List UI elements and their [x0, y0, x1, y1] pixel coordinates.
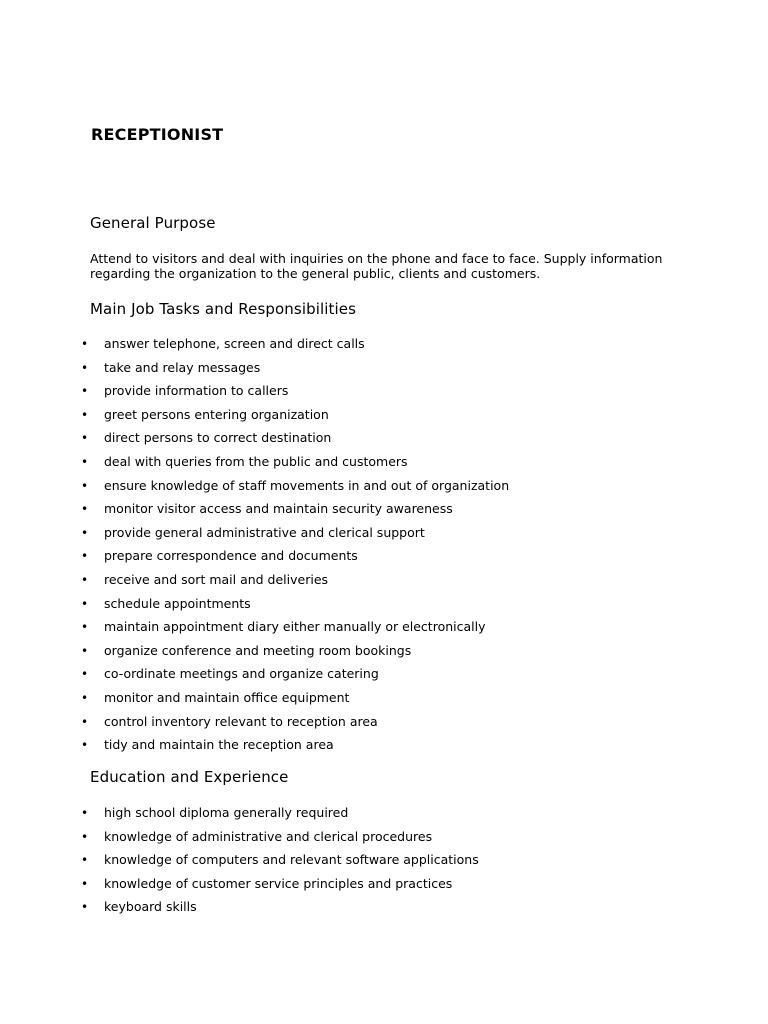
document-title: RECEPTIONIST [91, 125, 224, 144]
bullet-icon: • [81, 690, 89, 705]
bullet-icon: • [81, 596, 89, 611]
bullet-icon: • [81, 525, 89, 540]
list-item-text: receive and sort mail and deliveries [104, 571, 329, 587]
list-item-text: keyboard skills [104, 899, 197, 915]
list-item-text: deal with queries from the public and customers [104, 453, 408, 469]
bullet-icon: • [81, 549, 89, 564]
bullet-icon: • [81, 714, 89, 729]
list-item-text: monitor and maintain office equipment [104, 689, 350, 705]
list-item-text: schedule appointments [104, 595, 251, 611]
list-item-text: provide general administrative and clerical support [104, 524, 425, 540]
bullet-icon: • [81, 572, 89, 587]
bullet-icon: • [81, 431, 89, 446]
bullet-icon: • [81, 407, 89, 422]
education-heading: Education and Experience [90, 768, 289, 786]
list-item-text: monitor visitor access and maintain security awareness [104, 501, 453, 517]
list-item-text: answer telephone, screen and direct calls [104, 336, 365, 351]
general-purpose-text: Attend to visitors and deal with inquiries on the phone and face to face. Supply information regarding the organization to the general public, clients and customers. [90, 251, 663, 281]
bullet-icon: • [81, 502, 89, 517]
bullet-icon: • [81, 478, 89, 493]
list-item-text: take and relay messages [104, 359, 261, 375]
main-tasks-heading: Main Job Tasks and Responsibilities [90, 300, 357, 318]
bullet-icon: • [81, 620, 89, 635]
list-item-text: direct persons to correct destination [104, 430, 332, 446]
bullet-icon: • [81, 384, 89, 399]
bullet-icon: • [81, 900, 89, 915]
list-item-text: control inventory relevant to reception area [104, 713, 378, 729]
bullet-icon: • [81, 829, 89, 844]
bullet-icon: • [81, 667, 89, 682]
list-item-text: tidy and maintain the reception area [104, 737, 334, 753]
general-purpose-heading: General Purpose [90, 214, 216, 232]
list-item-text: maintain appointment diary either manually or electronically [104, 619, 486, 635]
list-item-text: greet persons entering organization [104, 406, 329, 422]
list-item-text: knowledge of computers and relevant software applications [104, 852, 479, 868]
list-item-text: knowledge of customer service principles and practices [104, 875, 453, 891]
bullet-icon: • [81, 876, 89, 891]
list-item-text: co-ordinate meetings and organize catering [104, 666, 379, 682]
list-item-text: ensure knowledge of staff movements in and out of organization [104, 477, 510, 493]
bullet-icon: • [81, 360, 89, 375]
list-item-text: knowledge of administrative and clerical procedures [104, 828, 433, 844]
bullet-icon: • [81, 643, 89, 658]
bullet-icon: • [81, 738, 89, 753]
list-item-text: high school diploma generally required [104, 805, 349, 820]
list-item-text: prepare correspondence and documents [104, 548, 358, 564]
list-item-text: organize conference and meeting room bookings [104, 642, 412, 658]
bullet-icon: • [81, 337, 89, 351]
bullet-icon: • [81, 454, 89, 469]
bullet-icon: • [81, 853, 89, 868]
bullet-icon: • [81, 806, 89, 820]
list-item-text: provide information to callers [104, 383, 289, 399]
